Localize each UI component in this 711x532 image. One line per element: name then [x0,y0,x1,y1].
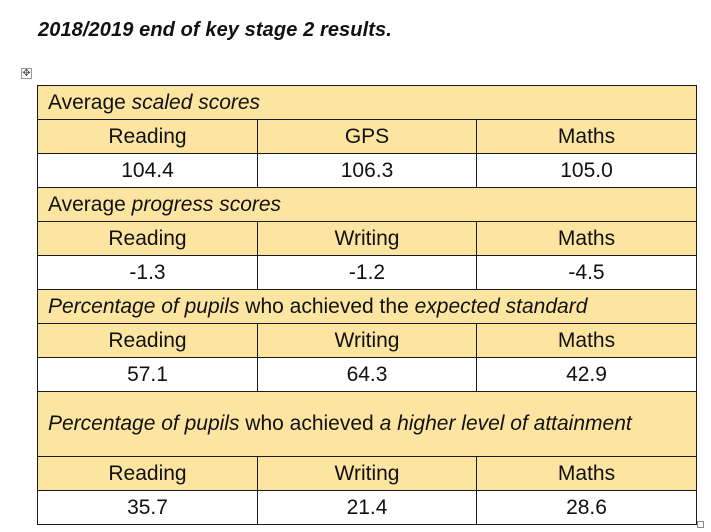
column-header: Writing [258,222,477,256]
heading-italic-text: scaled scores [131,90,261,114]
column-header-row [38,120,697,154]
value-cell: -1.2 [258,256,477,290]
column-header: Reading [38,120,258,154]
column-header: Maths [477,120,697,154]
section-heading-higher-attainment [38,392,697,457]
column-header: Reading [38,324,258,358]
value-row [38,491,697,525]
value-cell: 35.7 [38,491,258,525]
value-row [38,154,697,188]
table-move-handle-icon[interactable]: ✥ [22,67,31,79]
heading-italic-text: a higher level of attainment [379,412,632,435]
column-header: Maths [477,222,697,256]
section-heading-row [38,290,697,324]
heading-italic-text: expected standard [414,294,588,318]
value-cell: 104.4 [38,154,258,188]
column-header-row [38,457,697,491]
results-table [37,85,697,525]
value-row [38,358,697,392]
section-heading-progress-scores [38,188,697,222]
value-cell: 28.6 [477,491,697,525]
column-header-row [38,324,697,358]
table-resize-handle-icon[interactable] [697,521,704,528]
section-heading-expected-standard [38,290,697,324]
value-cell: 21.4 [258,491,477,525]
value-cell: 57.1 [38,358,258,392]
value-row [38,256,697,290]
heading-plain-text: who achieved the [239,294,415,318]
heading-italic-text: Percentage of pupils [48,294,240,318]
column-header: Reading [38,222,258,256]
heading-plain-text: who achieved [239,412,380,435]
heading-plain-text: Average [48,192,132,216]
heading-italic-text: progress scores [131,192,282,216]
section-heading-scaled-scores [38,86,697,120]
section-heading-row [38,392,697,457]
heading-italic-text: Percentage of pupils [48,412,240,435]
value-cell: -1.3 [38,256,258,290]
section-heading-row [38,188,697,222]
column-header-row [38,222,697,256]
value-cell: 42.9 [477,358,697,392]
column-header: Writing [258,324,477,358]
column-header: Maths [477,457,697,491]
column-header: Maths [477,324,697,358]
column-header: GPS [258,120,477,154]
value-cell: -4.5 [477,256,697,290]
section-heading-row [38,86,697,120]
column-header: Writing [258,457,477,491]
column-header: Reading [38,457,258,491]
value-cell: 106.3 [258,154,477,188]
document-title: 2018/2019 end of key stage 2 results. [38,19,392,41]
value-cell: 64.3 [258,358,477,392]
value-cell: 105.0 [477,154,697,188]
heading-plain-text: Average [48,90,132,114]
